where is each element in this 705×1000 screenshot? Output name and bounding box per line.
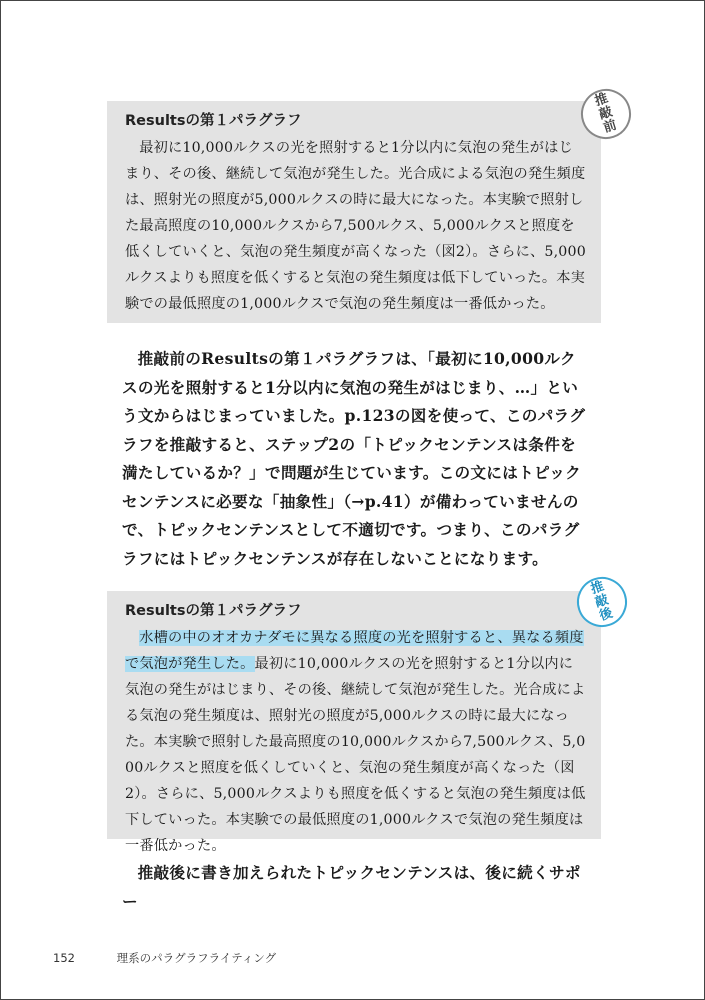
after-box-heading: Resultsの第１パラグラフ [125, 603, 302, 619]
before-box-heading: Resultsの第１パラグラフ [125, 113, 302, 129]
after-box-body-text: 最初に10,000ルクスの光を照射すると1分以内に気泡の発生がはじまり、その後、継続して気泡が発生した。光合成による気泡の発生頻度は、照射光の照度が5,000ルクスの時に最大になった。本実験で照射した最高照度の10,000ルクスから7,500ルクス、5,000ルクスと照度を低くしていくと、気泡の発生頻度が高くなった（図2）。さらに、5,000ルクスよりも照度を低くすると気泡の発生頻度は低下していった。本実験での最低照度の1,000ルクスで気泡の発生頻度は一番低かった。 [125, 656, 586, 854]
stamp-char: 前 [601, 117, 619, 136]
stamp-char: 推 [589, 579, 607, 598]
stamp-char: 後 [597, 605, 615, 624]
stamp-char: 推 [593, 91, 611, 110]
stamp-char: 敲 [597, 104, 615, 123]
after-box-body [125, 625, 587, 859]
before-revision-box [107, 101, 601, 323]
after-revision-box [107, 591, 601, 854]
running-title: 理系のパラグラフライティング [116, 951, 277, 965]
page-number: 152 [53, 951, 75, 965]
stamp-char: 敲 [593, 592, 611, 611]
topic-sentence-highlight: 水槽の中のオオカナダモに異なる照度の光を照射すると、異なる頻度で気泡が発生した。 [125, 630, 584, 672]
before-box-body: 最初に10,000ルクスの光を照射すると1分以内に気泡の発生がはじまり、その後、継続して気泡が発生した。光合成による気泡の発生頻度は、照射光の照度が5,000ルクスの時に最大になった。本実験で照射した最高照度の10,000ルクスから7,500ルクス、5,000ルクスと照度を低くしていくと、気泡の発生頻度が高くなった（図2）。さらに、5,000ルクスよりも照度を低くすると気泡の発生頻度は低下していった。本実験での最低照度の1,000ルクスで気泡の発生頻度は一番低かった。 [125, 140, 586, 312]
continuation-paragraph: 推敲後に書き加えられたトピックセンテンスは、後に続くサポー [122, 863, 581, 911]
page-footer [53, 950, 276, 966]
explanation-paragraph: 推敲前のResultsの第１パラグラフは、「最初に10,000ルクスの光を照射すると1分以内に気泡の発生がはじまり、…」という文からはじまっていました。p.123の図を使って、このパラグラフを推敲すると、ステップ2の「トピックセンテンスは条件を満たしているか？」で問題が生じています。この文にはトピックセンテンスに必要な「抽象性」（→p.41）が備わっていませんので、トピックセンテンスとして不適切です。つまり、このパラグラフにはトピックセンテンスが存在しないことになります。 [122, 349, 586, 568]
